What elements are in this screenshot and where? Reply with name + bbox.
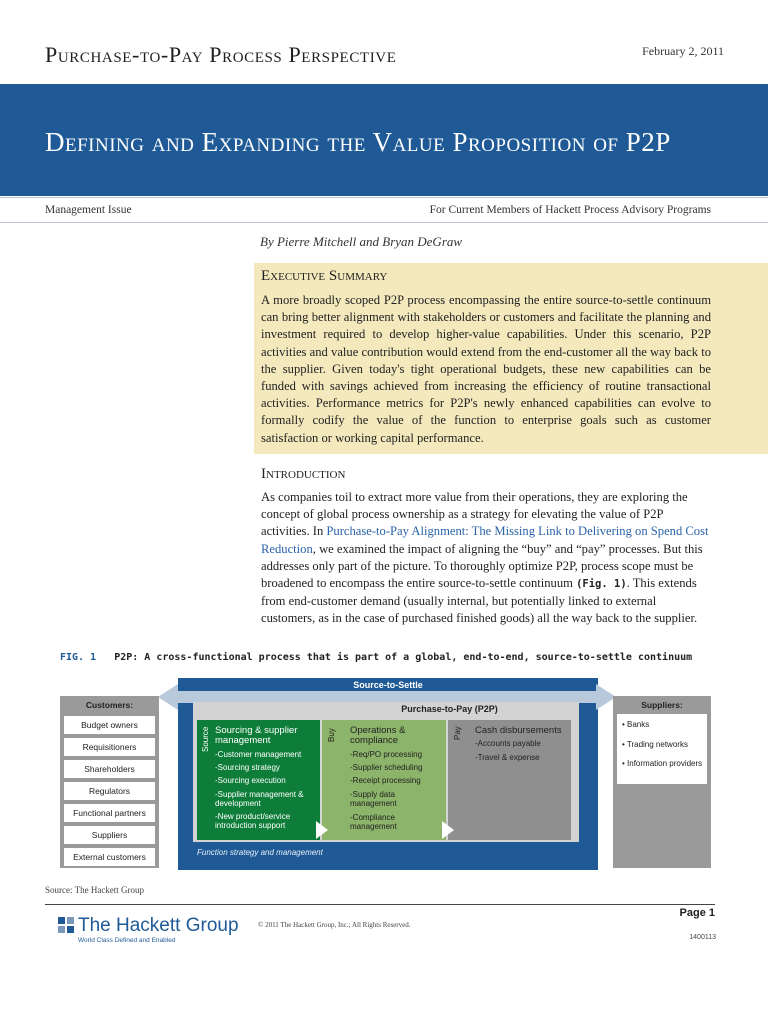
divider (0, 197, 768, 198)
introduction-heading: Introduction (261, 466, 346, 482)
document-number: 1400113 (689, 934, 716, 941)
customer-item: Budget owners (64, 716, 155, 734)
buy-heading: Operations & compliance (350, 725, 406, 746)
customers-title: Customers: (85, 700, 134, 710)
executive-summary-heading: Executive Summary (261, 268, 388, 284)
report-link[interactable]: Purchase-to-Pay Alignment: The Missing Link to Delivering on Spend Cost Reduction (261, 524, 709, 556)
figure-number: FIG. 1 (60, 652, 97, 663)
source-item: -Supplier management & development (215, 790, 304, 808)
buy-item: -Receipt processing (350, 776, 421, 785)
document-title: Defining and Expanding the Value Proposition of P2P (45, 127, 671, 157)
audience-label: For Current Members of Hackett Process Advisory Programs (429, 204, 711, 216)
footer-divider (45, 904, 715, 905)
pay-item: -Accounts payable (475, 739, 541, 748)
document-series-title: Purchase-to-Pay Process Perspective (45, 42, 397, 67)
executive-summary-text: A more broadly scoped P2P process encompassing the entire source-to-settle continuum can bring better alignment with stakeholders or customers and facilitate the planning and investment required to develop higher-value capabilities. Under this scenario, P2P activities and value contribution would extend from the end-customer all the way back to the supplier. Given today's tight operational budgets, these new capabilities can be funded with savings achieved from increasing the efficiency of routine transactional activities. Performance metrics for P2P's newly enhanced capabilities can evolve to formally codify the value of the function to enterprise goals such as customer satisfaction or working capital performance. (261, 293, 711, 445)
supplier-item: • Information providers (622, 759, 703, 768)
source-item: -Sourcing execution (215, 776, 286, 785)
source-item: -Sourcing strategy (215, 763, 280, 772)
buy-item: -Req/PO processing (350, 750, 423, 759)
intro-text-part: . This extends from end-customer demand (usually internal, but potentially linked to external customers, as in the case of purchased finished goods) all the way back to the supplier. (261, 576, 698, 626)
intro-text-part: , we examined the impact of aligning the “buy” and “pay” processes. But this addresses only part of the picture. To thoroughly optimize P2P, process scope must be broadened to encompass the entire source-to-settle continuum (261, 541, 703, 591)
buy-item: -Supply data management (350, 790, 397, 808)
customer-item: Requisitioners (64, 738, 155, 756)
byline: By Pierre Mitchell and Bryan DeGraw (260, 234, 463, 249)
source-item: -New product/service introduction support (215, 812, 291, 830)
pay-heading: Cash disbursements (475, 725, 562, 736)
company-logo-text: The Hackett Group (78, 915, 239, 936)
buy-tag: Buy (327, 728, 336, 742)
company-tagline: World Class Defined and Enabled (78, 937, 176, 944)
hackett-logo-icon (58, 917, 74, 933)
function-strategy-label: Function strategy and management (197, 848, 323, 857)
publication-date: February 2, 2011 (642, 44, 724, 58)
figure-caption-text: P2P: A cross-functional process that is part of a global, end-to-end, source-to-settle continuum (114, 652, 693, 663)
source-heading: Sourcing & supplier management (215, 725, 298, 746)
page-number: Page 1 (679, 907, 715, 919)
figure-source: Source: The Hackett Group (45, 885, 145, 895)
category-label: Management Issue (45, 204, 132, 216)
chevron-right-icon (316, 821, 328, 839)
copyright-notice: © 2011 The Hackett Group, Inc.; All Rights Reserved. (258, 921, 411, 929)
source-tag: Source (201, 726, 210, 752)
divider (0, 222, 768, 223)
suppliers-title: Suppliers: (641, 700, 683, 710)
customer-item: Regulators (64, 782, 155, 800)
p2p-label: Purchase-to-Pay (P2P) (401, 704, 498, 714)
supplier-item: • Trading networks (622, 740, 688, 749)
source-item: -Customer management (215, 750, 302, 759)
chevron-right-icon (442, 821, 454, 839)
supplier-item: • Banks (622, 720, 650, 729)
pay-item: -Travel & expense (475, 753, 540, 762)
source-to-settle-label: Source-to-Settle (353, 680, 423, 690)
introduction-text (261, 489, 711, 628)
buy-item: -Compliance management (350, 813, 397, 831)
figure-caption (60, 652, 692, 663)
pay-box (448, 720, 571, 840)
customer-item: Suppliers (64, 826, 155, 844)
figure-reference: (Fig. 1) (576, 578, 627, 591)
pay-tag: Pay (453, 726, 462, 740)
customer-item: Shareholders (64, 760, 155, 778)
buy-item: -Supplier scheduling (350, 763, 423, 772)
customer-item: External customers (64, 848, 155, 866)
customer-item: Functional partners (64, 804, 155, 822)
intro-text-part: As companies toil to extract more value from their operations, they are exploring the concept of global process ownership as a strategy for elevating the value of P2P activities. In (261, 490, 688, 539)
